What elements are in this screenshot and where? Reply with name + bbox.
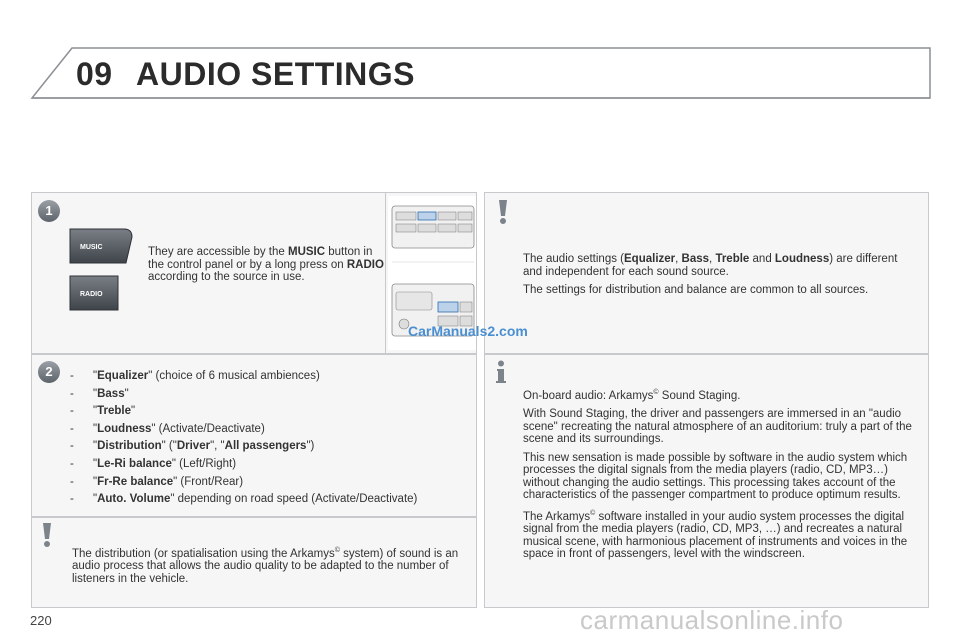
- settings-list: [70, 370, 470, 511]
- footer-watermark: carmanualsonline.info: [580, 605, 844, 635]
- page-title: AUDIO SETTINGS: [136, 56, 416, 92]
- list-item: - "Auto. Volume" depending on road speed (Activate/Deactivate): [70, 493, 418, 506]
- step-1-badge: 1: [38, 200, 60, 222]
- header-banner: [0, 0, 960, 110]
- list-item: - "Distribution" ("Driver", "All passengers"): [70, 440, 315, 453]
- watermark-text: CarManuals2.com: [408, 323, 528, 339]
- warning-exclamation-icon: [496, 199, 510, 225]
- list-item: - "Treble": [70, 405, 136, 418]
- list-item: - "Bass": [70, 387, 129, 400]
- chapter-number: 09: [76, 56, 113, 92]
- music-button-image: [68, 227, 134, 265]
- info-icon: [494, 360, 508, 384]
- step-2-badge: 2: [38, 361, 60, 383]
- radio-button-image: [68, 274, 134, 312]
- section-1-text: They are accessible by the MUSIC button in the control panel or by a long press on RADIO according to the source in use.: [148, 246, 384, 283]
- page-number: 220: [30, 613, 52, 628]
- music-button-label: MUSIC: [80, 244, 103, 251]
- radio-button-label: RADIO: [80, 291, 103, 298]
- list-item: - "Le-Ri balance" (Left/Right): [70, 457, 237, 470]
- list-item: - "Loudness" (Activate/Deactivate): [70, 422, 265, 435]
- list-item: - "Equalizer" (choice of 6 musical ambiences): [70, 370, 320, 382]
- note-right-text: The audio settings (Equalizer, Bass, Treble and Loudness) are different and independent for each sound source. The settings for distribution and balance are common to all sources.: [523, 253, 898, 296]
- warning-exclamation-icon: [40, 522, 54, 548]
- note-left-text: The distribution (or spatialisation using the Arkamys© system) of sound is an audio process that allows the audio quality to be adapted to the number of listeners in the vehicle.: [72, 547, 459, 585]
- control-panel-divider: [385, 193, 386, 353]
- list-item: - "Fr-Re balance" (Front/Rear): [70, 475, 244, 488]
- info-right-text: On-board audio: Arkamys© Sound Staging. With Sound Staging, the driver and passengers are immersed in an "audio scene" recreating the natural atmosphere of an auditorium: truly a part of the scene and its surroundings. This new sensation is made possible by software in the audio system which processes the digital signals from the media players (radio, CD, MP3…) without changing the audio settings. This processing takes account of the characteristics of the passenger compartment to produce optimum results. The Arkamys© software installed in your audio system processes the digital signal from the media players (radio, CD, MP3, …) and recreates a natural musical scene, with harmonious placement of instruments and voices in the space in front of passengers, level with the windscreen.: [523, 389, 912, 561]
